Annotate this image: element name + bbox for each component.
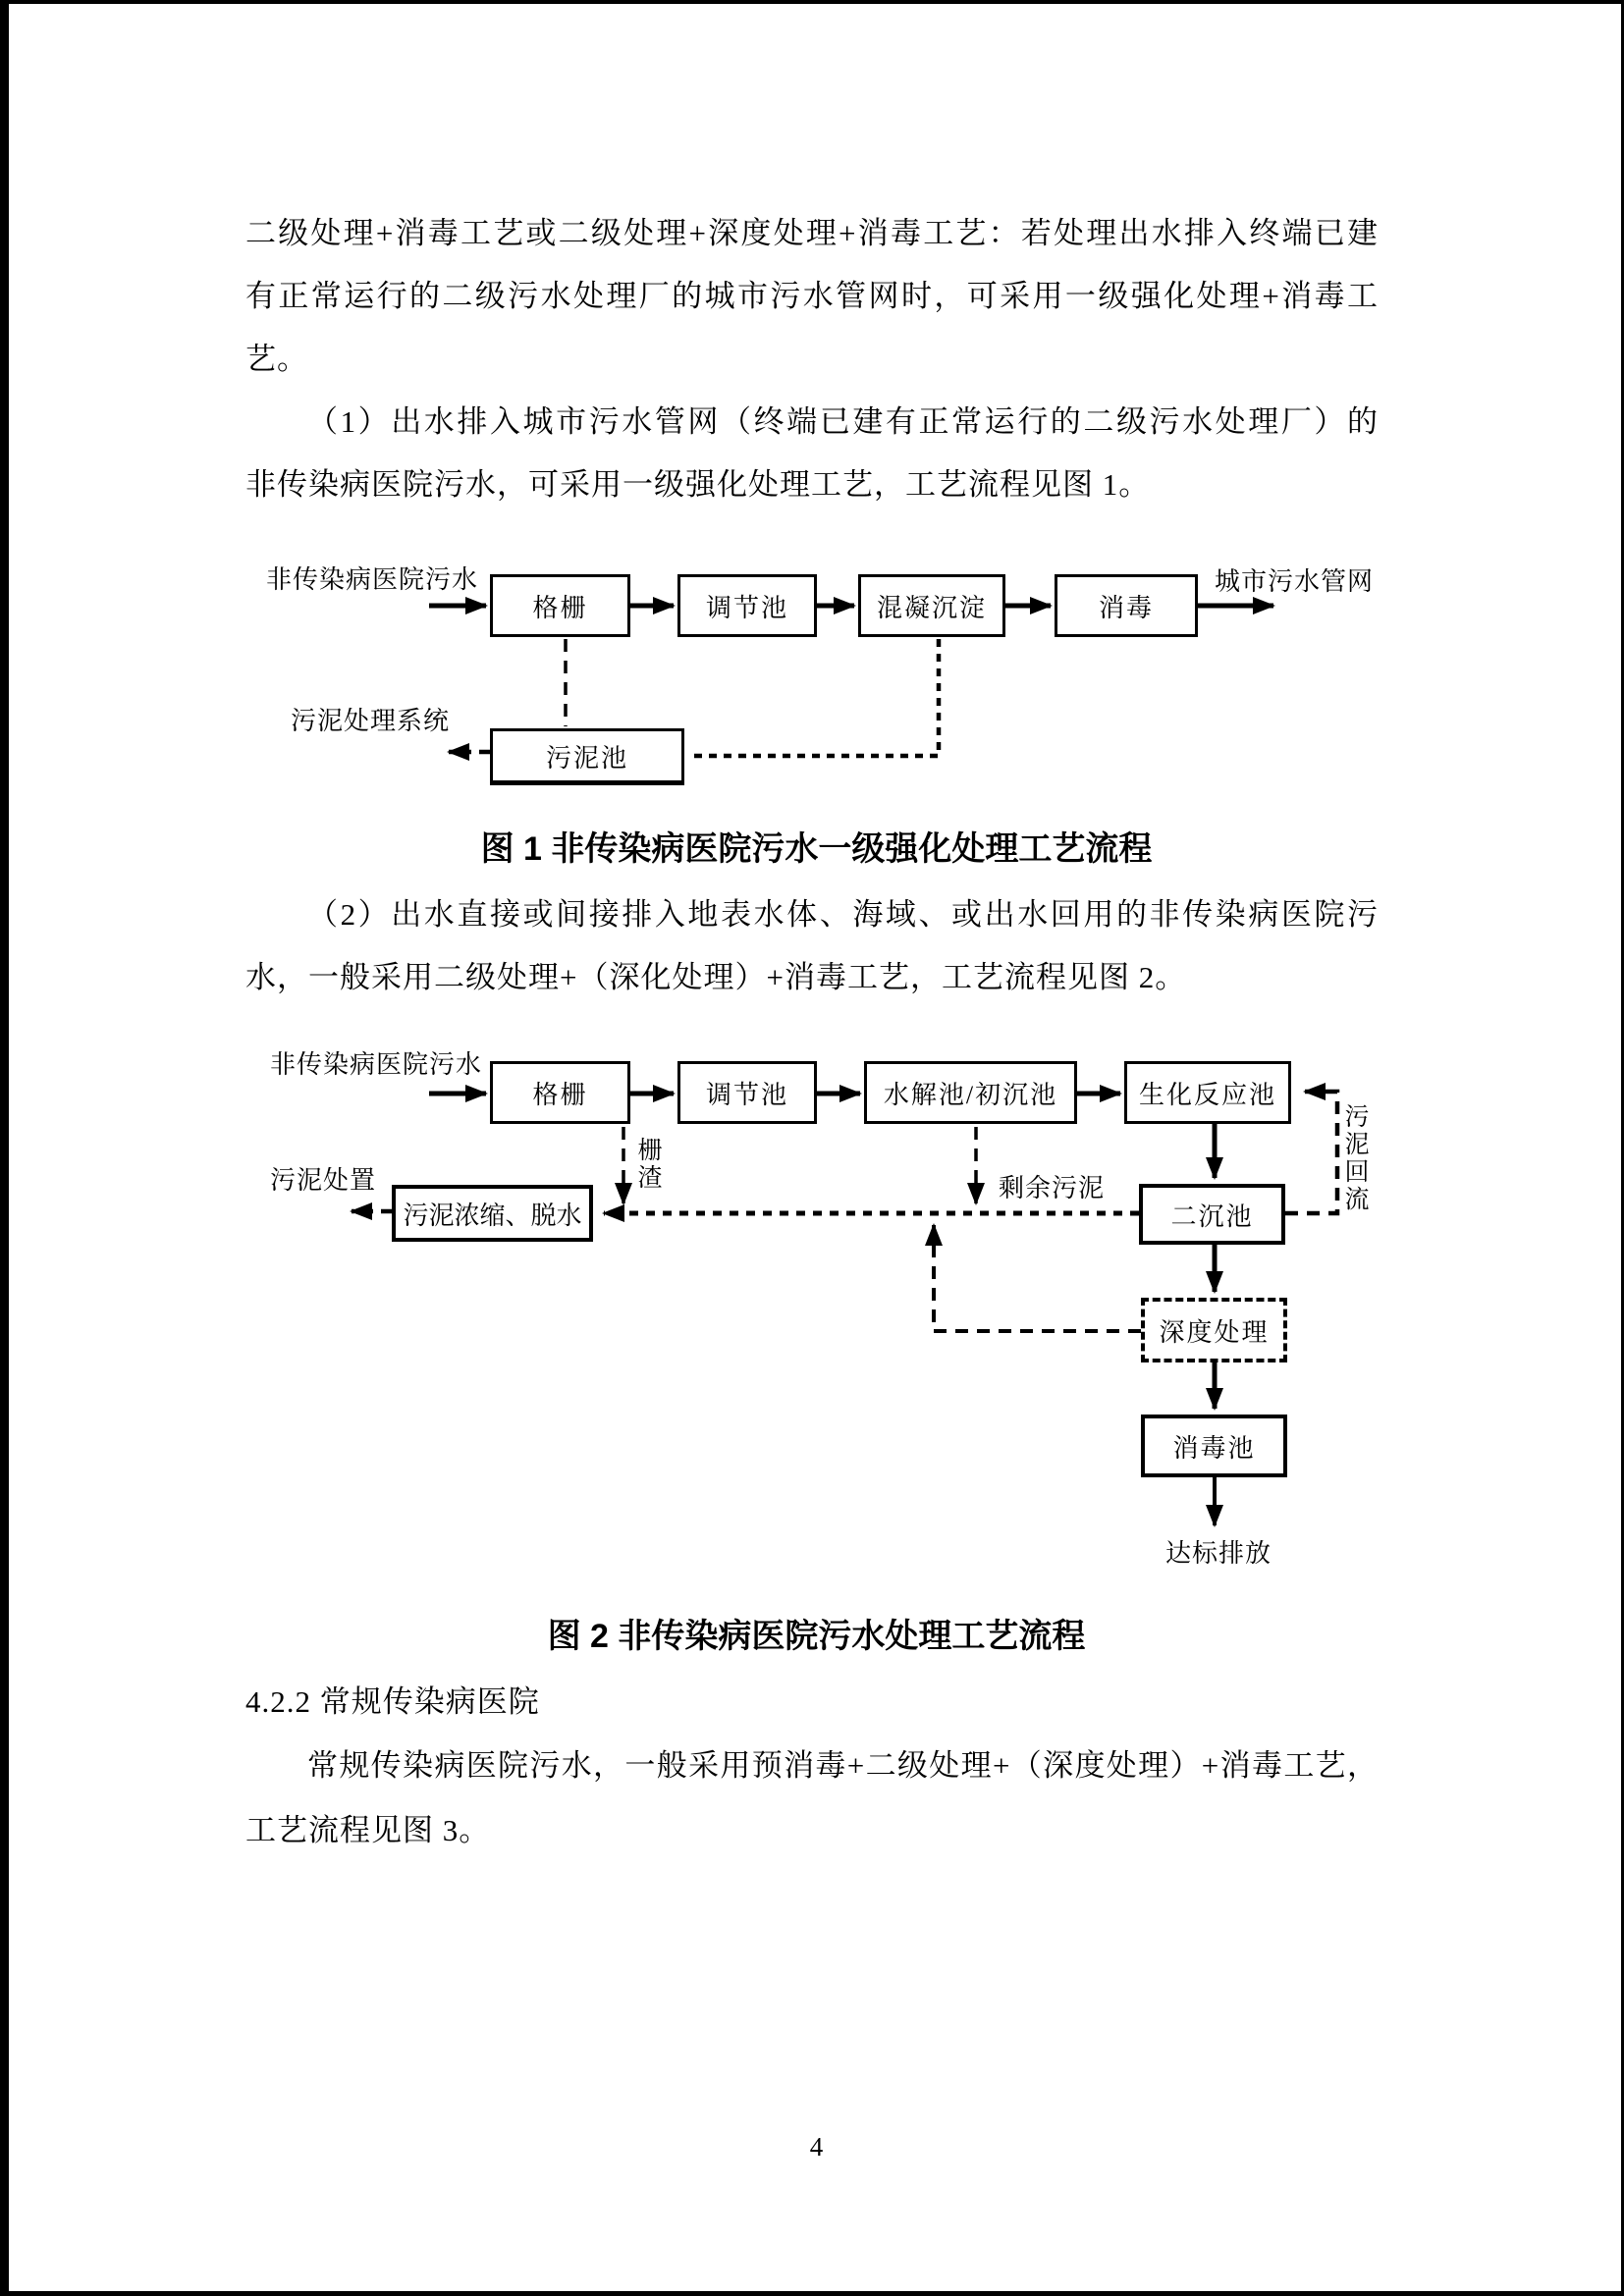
fig1-box-regulating: 调节池 (677, 574, 817, 637)
body-line: 常规传染病医院污水，一般采用预消毒+二级处理+（深度处理）+消毒工艺， (307, 1748, 1379, 1783)
fig2-box-grille: 格栅 (490, 1061, 630, 1124)
fig2-box-thickening: 污泥浓缩、脱水 (392, 1185, 593, 1242)
fig1-box-coagulation: 混凝沉淀 (858, 574, 1005, 637)
fig2-box-regulating: 调节池 (677, 1061, 817, 1124)
fig2-box-disinfect-pool: 消毒池 (1141, 1415, 1287, 1477)
fig1-input-label: 非传染病医院污水 (266, 565, 479, 594)
fig1-box-disinfect: 消毒 (1055, 574, 1198, 637)
figure1-caption: 图 1 非传染病医院污水一级强化处理工艺流程 (480, 830, 1153, 868)
fig2-sludge-return-label: 污泥回流 (1341, 1103, 1368, 1213)
fig2-box-bioreactor: 生化反应池 (1124, 1061, 1291, 1124)
fig1-box-sludge: 污泥池 (490, 728, 684, 785)
body-line: 非传染病医院污水，可采用一级强化处理工艺，工艺流程见图 1。 (245, 467, 1151, 502)
fig2-box-secondary: 二沉池 (1139, 1184, 1285, 1245)
fig1-output-label: 城市污水管网 (1215, 567, 1375, 596)
body-line: 水，一般采用二级处理+（深化处理）+消毒工艺，工艺流程见图 2。 (245, 960, 1187, 994)
body-line: （2）出水直接或间接排入地表水体、海域、或出水回用的非传染病医院污 (307, 897, 1379, 932)
fig2-box-hydrolysis: 水解池/初沉池 (864, 1061, 1077, 1124)
body-line: 二级处理+消毒工艺或二级处理+深度处理+消毒工艺：若处理出水排入终端已建 (245, 216, 1379, 250)
body-line: 艺。 (245, 342, 308, 376)
body-line: 工艺流程见图 3。 (245, 1813, 491, 1847)
fig2-discharge-label: 达标排放 (1165, 1539, 1272, 1568)
fig2-input-label: 非传染病医院污水 (270, 1050, 483, 1079)
section-heading-4-2-2: 4.2.2 常规传染病医院 (245, 1684, 540, 1719)
figure2-caption: 图 2 非传染病医院污水处理工艺流程 (547, 1618, 1086, 1655)
page-number: 4 (809, 2132, 824, 2162)
fig2-sludge-disposal-label: 污泥处置 (270, 1166, 377, 1195)
fig1-box-grille: 格栅 (490, 574, 630, 637)
body-line: （1）出水排入城市污水管网（终端已建有正常运行的二级污水处理厂）的 (307, 404, 1379, 439)
fig2-box-advanced: 深度处理 (1141, 1298, 1287, 1362)
fig1-sludge-system-label: 污泥处理系统 (291, 707, 451, 735)
body-line: 有正常运行的二级污水处理厂的城市污水管网时，可采用一级强化处理+消毒工 (245, 279, 1379, 313)
fig2-grille-residue-label: 栅渣 (634, 1137, 661, 1192)
fig2-excess-sludge-label: 剩余污泥 (999, 1174, 1106, 1202)
